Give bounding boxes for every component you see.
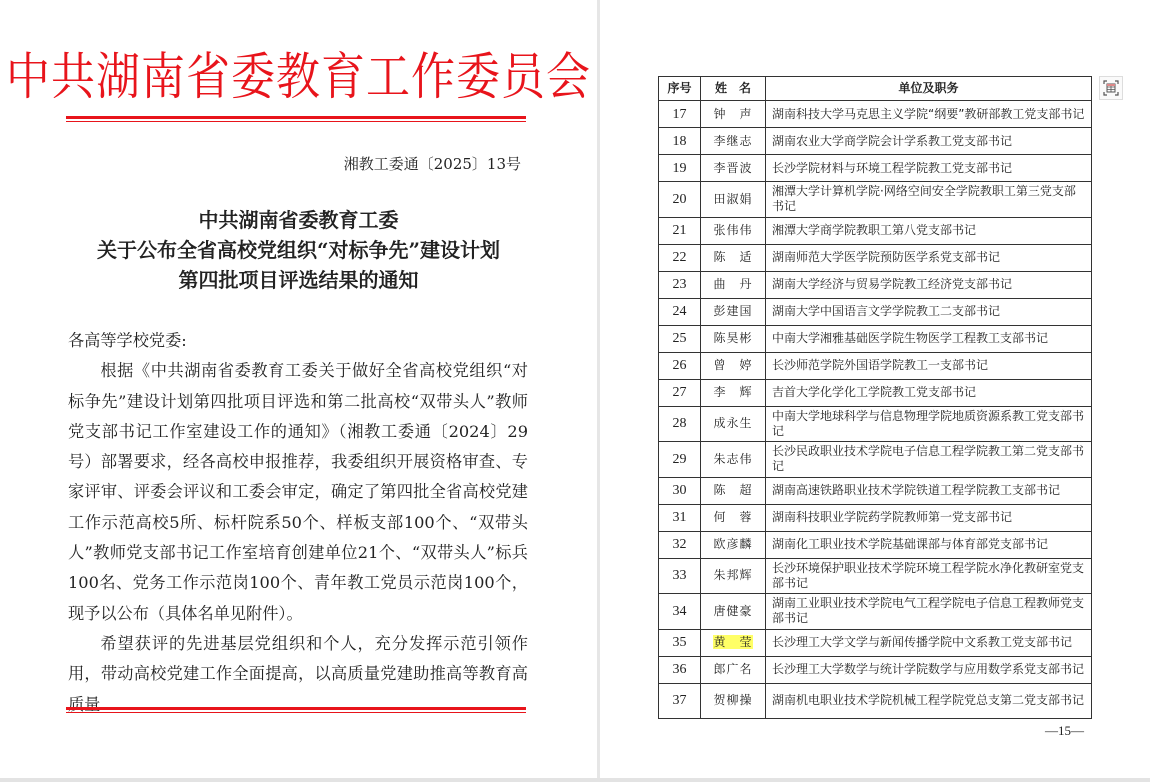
- salutation: 各高等学校党委:: [68, 331, 187, 350]
- row-number: 32: [659, 531, 701, 558]
- name-text: 陈 适: [713, 250, 753, 264]
- table-row: [659, 656, 1092, 683]
- name-text: 陈 超: [713, 483, 753, 497]
- row-unit: 湘潭大学计算机学院·网络空间安全学院教职工第三党支部书记: [766, 182, 1092, 218]
- name-text: 郎广名: [713, 662, 753, 676]
- row-unit: 长沙理工大学数学与统计学院数学与应用数学系党支部书记: [766, 656, 1092, 683]
- table-row: [659, 504, 1092, 531]
- row-number: 25: [659, 325, 701, 352]
- table-row: [659, 594, 1092, 630]
- table-row: [659, 531, 1092, 558]
- row-number: 27: [659, 379, 701, 406]
- row-number: 29: [659, 442, 701, 478]
- name-text: 李继志: [713, 133, 753, 148]
- red-divider-bottom: [66, 707, 526, 713]
- column-header-number: 序号: [659, 77, 701, 101]
- row-unit: 湖南大学经济与贸易学院教工经济党支部书记: [766, 271, 1092, 298]
- row-name: [701, 182, 766, 218]
- row-name: [701, 406, 766, 442]
- row-name: [701, 379, 766, 406]
- row-number: 37: [659, 683, 701, 719]
- document-body: [68, 326, 528, 720]
- name-text: 欧彦麟: [713, 537, 753, 551]
- row-number: 28: [659, 406, 701, 442]
- row-number: 19: [659, 155, 701, 182]
- table-row: [659, 217, 1092, 244]
- row-unit: 长沙师范学院外国语学院教工一支部书记: [766, 352, 1092, 379]
- table-row: [659, 477, 1092, 504]
- name-text: 唐健豪: [713, 603, 753, 618]
- row-name: [701, 325, 766, 352]
- page-number: —15—: [1045, 723, 1084, 738]
- row-name: [701, 683, 766, 719]
- name-text: 彭建国: [713, 304, 753, 318]
- row-name: [701, 477, 766, 504]
- row-unit: 湖南机电职业技术学院机械工程学院党总支第二党支部书记: [766, 683, 1092, 719]
- row-number: 22: [659, 244, 701, 271]
- row-unit: 湖南高速铁路职业技术学院铁道工程学院教工支部书记: [766, 477, 1092, 504]
- table-row: [659, 101, 1092, 128]
- issuer-header: 中共湖南省委教育工作委员会: [6, 47, 591, 107]
- row-name: [701, 352, 766, 379]
- name-text: 黄 莹: [713, 635, 753, 649]
- viewer-bottom-edge: [0, 778, 1150, 782]
- column-header-name: 姓 名: [701, 77, 766, 101]
- row-number: 34: [659, 594, 701, 630]
- name-text: 成永生: [713, 416, 753, 431]
- table-row: [659, 271, 1092, 298]
- name-text: 朱志伟: [713, 451, 753, 466]
- name-list-table: [658, 76, 1092, 719]
- row-name: [701, 128, 766, 155]
- table-row: [659, 379, 1092, 406]
- row-number: 23: [659, 271, 701, 298]
- row-name: [701, 155, 766, 182]
- row-name: [701, 629, 766, 656]
- table-row: [659, 629, 1092, 656]
- row-name: [701, 244, 766, 271]
- row-name: [701, 271, 766, 298]
- row-unit: 中南大学湘雅基础医学院生物医学工程教工支部书记: [766, 325, 1092, 352]
- row-name: [701, 442, 766, 478]
- name-text: 曲 丹: [713, 277, 753, 291]
- row-name: [701, 101, 766, 128]
- table-scan-icon[interactable]: [1099, 76, 1123, 100]
- title-line: 关于公布全省高校党组织“对标争先”建设计划: [96, 238, 500, 262]
- row-unit: 湖南科技职业学院药学院教师第一党支部书记: [766, 504, 1092, 531]
- name-text: 李晋波: [713, 160, 753, 175]
- table-row: [659, 442, 1092, 478]
- row-number: 20: [659, 182, 701, 218]
- name-text: 贺柳操: [713, 693, 753, 708]
- row-unit: 长沙环境保护职业技术学院环境工程学院水净化教研室党支部书记: [766, 558, 1092, 594]
- table-row: [659, 155, 1092, 182]
- row-number: 24: [659, 298, 701, 325]
- title-line: 中共湖南省委教育工委: [198, 208, 399, 232]
- paragraph: 根据《中共湖南省委教育工委关于做好全省高校党组织“对标争先”建设计划第四批项目评选和第二批高校“双带头人”教师党支部书记工作室建设工作的通知》（湘教工委通〔2024〕29号）部署要求，经各高校申报推荐，我委组织开展资格审查、专家评审、评委会评议和工委会审定，确定了第四批全省高校党建工作示范高校5所、标杆院系50个、样板支部100个、“双带头人”教师党支部书记工作室培育创建单位21个、“双带头人”标兵100名、党务工作示范岗100个、青年教工党员示范岗100个，现予以公布（具体名单见附件）。: [68, 361, 528, 623]
- name-text: 曾 婷: [713, 358, 753, 372]
- row-number: 17: [659, 101, 701, 128]
- row-name: [701, 504, 766, 531]
- row-unit: 长沙学院材料与环境工程学院教工党支部书记: [766, 155, 1092, 182]
- row-unit: 湖南农业大学商学院会计学系教工党支部书记: [766, 128, 1092, 155]
- row-unit: 湖南师范大学医学院预防医学系党支部书记: [766, 244, 1092, 271]
- table-row: [659, 558, 1092, 594]
- row-number: 21: [659, 217, 701, 244]
- table-row: [659, 244, 1092, 271]
- row-number: 30: [659, 477, 701, 504]
- name-text: 张伟伟: [713, 223, 753, 237]
- row-unit: 长沙理工大学文学与新闻传播学院中文系教工党支部书记: [766, 629, 1092, 656]
- title-line: 第四批项目评选结果的通知: [178, 268, 419, 292]
- row-unit: 长沙民政职业技术学院电子信息工程学院教工第二党支部书记: [766, 442, 1092, 478]
- row-name: [701, 298, 766, 325]
- name-text: 钟 声: [713, 106, 753, 121]
- row-unit: 湘潭大学商学院教职工第八党支部书记: [766, 217, 1092, 244]
- row-number: 35: [659, 629, 701, 656]
- row-unit: 吉首大学化学化工学院教工党支部书记: [766, 379, 1092, 406]
- row-unit: 湖南工业职业技术学院电气工程学院电子信息工程教师党支部书记: [766, 594, 1092, 630]
- row-unit: 湖南科技大学马克思主义学院“纲要”教研部教工党支部书记: [766, 101, 1092, 128]
- row-name: [701, 531, 766, 558]
- name-text: 李 辉: [713, 385, 753, 399]
- red-divider-top: [66, 116, 526, 122]
- name-text: 田淑娟: [713, 191, 753, 206]
- table-row: [659, 683, 1092, 719]
- table-row: [659, 182, 1092, 218]
- paragraph: 希望获评的先进基层党组织和个人，充分发挥示范引领作用，带动高校党建工作全面提高，以高质量党建助推高等教育高质量: [68, 633, 528, 714]
- row-number: 33: [659, 558, 701, 594]
- table-row: [659, 406, 1092, 442]
- table-row: [659, 352, 1092, 379]
- name-text: 陈昊彬: [713, 331, 753, 345]
- row-unit: 湖南大学中国语言文学学院教工二支部书记: [766, 298, 1092, 325]
- row-number: 18: [659, 128, 701, 155]
- row-number: 26: [659, 352, 701, 379]
- table-row: [659, 128, 1092, 155]
- column-header-unit: 单位及职务: [766, 77, 1092, 101]
- row-name: [701, 558, 766, 594]
- row-name: [701, 656, 766, 683]
- row-name: [701, 217, 766, 244]
- row-number: 36: [659, 656, 701, 683]
- row-number: 31: [659, 504, 701, 531]
- table-row: [659, 325, 1092, 352]
- name-text: 何 蓉: [713, 510, 753, 524]
- row-unit: 中南大学地球科学与信息物理学院地质资源系教工党支部书记: [766, 406, 1092, 442]
- table-row: [659, 298, 1092, 325]
- row-name: [701, 594, 766, 630]
- name-text: 朱邦辉: [713, 568, 753, 583]
- document-number: 湘教工委通〔2025〕13号: [343, 155, 521, 173]
- document-title: [0, 205, 597, 295]
- row-unit: 湖南化工职业技术学院基础课部与体育部党支部书记: [766, 531, 1092, 558]
